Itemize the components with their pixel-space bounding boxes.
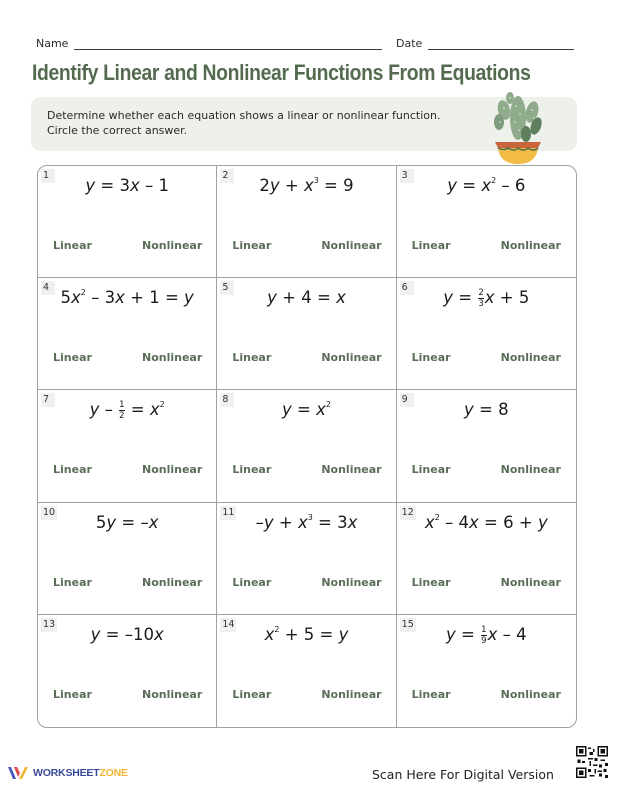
problem-cell <box>397 278 576 390</box>
problem-cell <box>38 166 217 278</box>
page-title: Identify Linear and Nonlinear Functions From Equations <box>32 60 531 85</box>
problem-cell <box>397 166 576 278</box>
problem-number: 13 <box>43 618 56 630</box>
brand-worksheet: WORKSHEET <box>33 767 100 779</box>
linear-option[interactable]: Linear <box>232 687 272 701</box>
equation: $y = x^2$ <box>282 400 331 420</box>
equation: y = 8 <box>464 400 509 420</box>
worksheetzone-logo[interactable] <box>7 764 128 782</box>
nonlinear-option[interactable]: Nonlinear <box>500 239 561 252</box>
brand-zone: ZONE <box>99 767 128 779</box>
equation: $-y + x^3 = 3x$ <box>255 512 358 532</box>
cactus-illustration-icon <box>488 86 548 166</box>
linear-option[interactable]: Linear <box>232 351 272 365</box>
problem-number: 11 <box>222 506 235 518</box>
problem-cell <box>217 390 396 502</box>
problem-number: 6 <box>400 281 414 295</box>
linear-option[interactable]: Linear <box>232 575 272 589</box>
problem-cell <box>217 503 396 615</box>
worksheetzone-w-icon <box>7 765 29 781</box>
problem-cell <box>397 390 576 502</box>
name-label: Name <box>36 37 69 50</box>
linear-option[interactable]: Linear <box>53 575 92 589</box>
problem-number: 8 <box>220 393 234 407</box>
equation: $y = x^2 - 6$ <box>447 176 526 195</box>
problem-number: 1 <box>41 169 55 183</box>
equation: y = 3x – 1 <box>85 176 169 195</box>
linear-option[interactable]: Linear <box>53 463 92 477</box>
equation: $x^2 - 4x = 6 + y$ <box>424 512 548 532</box>
problem-number: 12 <box>401 506 414 518</box>
linear-option[interactable]: Linear <box>53 239 92 252</box>
nonlinear-option[interactable]: Nonlinear <box>500 575 561 589</box>
nonlinear-option[interactable]: Nonlinear <box>321 575 382 589</box>
date-label: Date <box>396 37 423 50</box>
name-field[interactable] <box>74 49 382 50</box>
nonlinear-option[interactable]: Nonlinear <box>321 463 382 477</box>
linear-option[interactable]: Linear <box>53 351 92 365</box>
problem-cell <box>38 278 217 390</box>
problem-cell <box>397 503 576 615</box>
problem-number: 7 <box>41 393 55 407</box>
nonlinear-option[interactable]: Nonlinear <box>500 687 561 701</box>
problem-cell <box>38 615 217 727</box>
problem-number: 3 <box>400 169 414 183</box>
problem-number: 2 <box>220 169 234 183</box>
equation: $5x^2 - 3x + 1 = y$ <box>60 288 194 308</box>
linear-option[interactable]: Linear <box>53 687 92 701</box>
linear-option[interactable]: Linear <box>232 463 272 477</box>
problem-number: 14 <box>222 618 235 630</box>
equation: $2y + x^3 = 9$ <box>259 176 354 195</box>
nonlinear-option[interactable]: Nonlinear <box>321 687 382 701</box>
nonlinear-option[interactable]: Nonlinear <box>142 575 203 589</box>
problem-cell <box>38 390 217 502</box>
problem-cell <box>217 166 396 278</box>
problem-number: 15 <box>401 618 414 630</box>
problem-cell <box>217 278 396 390</box>
equation: $x^2 + 5 = y$ <box>264 624 349 644</box>
problem-cell <box>38 503 217 615</box>
equation: y = $\frac{1}{9}$ x – 4 <box>446 624 527 646</box>
linear-option[interactable]: Linear <box>411 575 451 589</box>
instructions-line-1: Determine whether each equation shows a linear or nonlinear function. <box>47 109 441 122</box>
name-date-row <box>36 37 576 53</box>
nonlinear-option[interactable]: Nonlinear <box>321 239 382 252</box>
problem-number: 9 <box>400 393 414 407</box>
problem-cell <box>217 615 396 727</box>
nonlinear-option[interactable]: Nonlinear <box>142 351 203 365</box>
equation: y = $\frac{2}{3}$ x + 5 <box>443 288 530 310</box>
date-field[interactable] <box>428 49 574 50</box>
linear-option[interactable]: Linear <box>411 351 451 365</box>
problem-number: 5 <box>220 281 234 295</box>
linear-option[interactable]: Linear <box>411 687 451 701</box>
problem-number: 10 <box>43 506 56 518</box>
nonlinear-option[interactable]: Nonlinear <box>321 351 382 365</box>
equation: y = –10x <box>90 624 164 644</box>
equation: 5y = –x <box>95 512 159 532</box>
nonlinear-option[interactable]: Nonlinear <box>142 687 203 701</box>
linear-option[interactable]: Linear <box>232 239 272 252</box>
linear-option[interactable]: Linear <box>411 463 451 477</box>
equation: y – $\frac{1}{2}$ = $x^2$ <box>89 400 165 422</box>
nonlinear-option[interactable]: Nonlinear <box>142 463 203 477</box>
linear-option[interactable]: Linear <box>411 239 451 252</box>
scan-text: Scan Here For Digital Version <box>372 767 554 782</box>
problem-grid <box>37 165 577 728</box>
equation: y + 4 = x <box>267 288 346 308</box>
instructions-line-2: Circle the correct answer. <box>47 124 188 137</box>
qr-code-icon[interactable] <box>576 746 608 778</box>
nonlinear-option[interactable]: Nonlinear <box>500 463 561 477</box>
nonlinear-option[interactable]: Nonlinear <box>142 239 203 252</box>
nonlinear-option[interactable]: Nonlinear <box>500 351 561 365</box>
problem-cell <box>397 615 576 727</box>
problem-number: 4 <box>41 281 55 295</box>
